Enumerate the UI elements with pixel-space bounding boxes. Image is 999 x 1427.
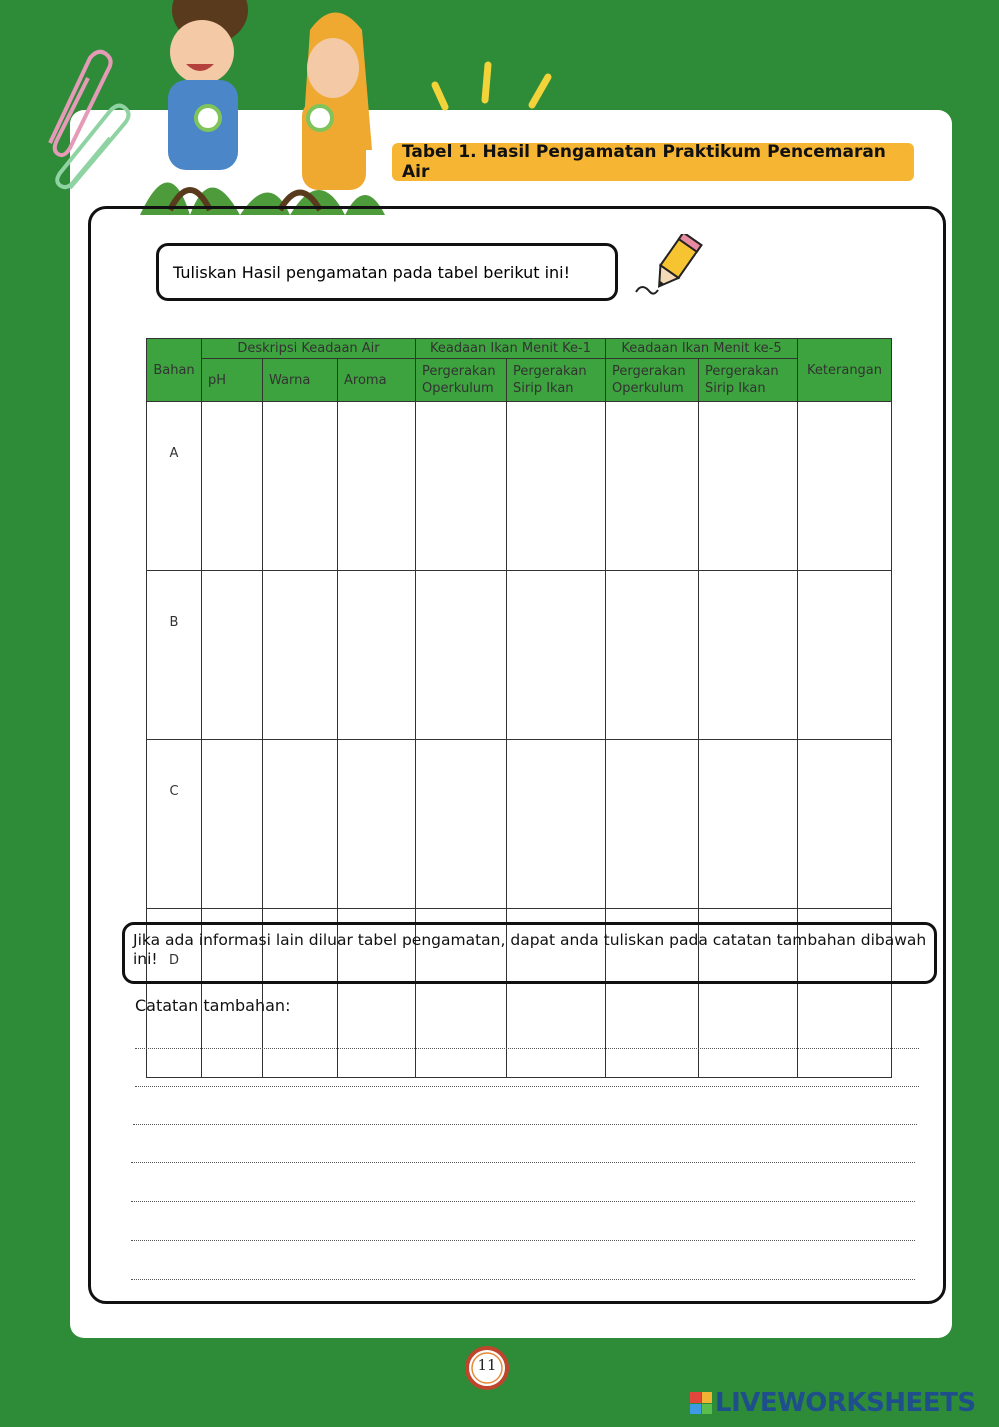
writing-line[interactable] bbox=[131, 1279, 915, 1280]
writing-line[interactable] bbox=[135, 1086, 919, 1087]
row-label: B bbox=[147, 571, 202, 740]
table-row bbox=[147, 402, 892, 571]
answer-cell[interactable] bbox=[699, 402, 798, 571]
page-number-badge bbox=[462, 1342, 512, 1392]
header-ph: pH bbox=[202, 359, 263, 402]
header-pergerakan-sirip-ikan-1: Pergerakan Sirip Ikan bbox=[507, 359, 606, 402]
answer-cell[interactable] bbox=[798, 402, 892, 571]
header-pergerakan-sirip-ikan-5: Pergerakan Sirip Ikan bbox=[699, 359, 798, 402]
header-keadaan-ikan-menit-5: Keadaan Ikan Menit ke-5 bbox=[606, 339, 798, 359]
answer-cell[interactable] bbox=[263, 571, 338, 740]
answer-cell[interactable] bbox=[798, 571, 892, 740]
answer-cell[interactable] bbox=[338, 740, 416, 909]
answer-cell[interactable] bbox=[507, 571, 606, 740]
answer-cell[interactable] bbox=[507, 402, 606, 571]
sun-rays-icon bbox=[420, 55, 560, 115]
answer-cell[interactable] bbox=[263, 402, 338, 571]
answer-cell[interactable] bbox=[202, 571, 263, 740]
answer-cell[interactable] bbox=[606, 402, 699, 571]
header-keadaan-ikan-menit-1: Keadaan Ikan Menit Ke-1 bbox=[416, 339, 606, 359]
answer-cell[interactable] bbox=[416, 402, 507, 571]
header-keterangan: Keterangan bbox=[798, 339, 892, 402]
writing-line[interactable] bbox=[135, 1048, 919, 1049]
instruction-box: Tuliskan Hasil pengamatan pada tabel berikut ini! bbox=[156, 243, 618, 301]
answer-cell[interactable] bbox=[202, 740, 263, 909]
answer-cell[interactable] bbox=[798, 740, 892, 909]
liveworksheets-logo-icon bbox=[690, 1392, 712, 1414]
header-warna: Warna bbox=[263, 359, 338, 402]
paperclip-icon bbox=[30, 48, 140, 198]
header-deskripsi-keadaan-air: Deskripsi Keadaan Air bbox=[202, 339, 416, 359]
page-number: 11 bbox=[477, 1356, 497, 1374]
row-label: D bbox=[147, 909, 202, 1078]
writing-line[interactable] bbox=[131, 1240, 915, 1241]
answer-cell[interactable] bbox=[507, 740, 606, 909]
table-row bbox=[147, 571, 892, 740]
answer-cell[interactable] bbox=[699, 740, 798, 909]
answer-cell[interactable] bbox=[699, 571, 798, 740]
answer-cell[interactable] bbox=[338, 402, 416, 571]
answer-cell[interactable] bbox=[416, 571, 507, 740]
answer-cell[interactable] bbox=[416, 740, 507, 909]
answer-cell[interactable] bbox=[606, 571, 699, 740]
answer-cell[interactable] bbox=[338, 571, 416, 740]
children-illustration bbox=[130, 0, 390, 215]
writing-line[interactable] bbox=[131, 1201, 915, 1202]
row-label: A bbox=[147, 402, 202, 571]
answer-cell[interactable] bbox=[263, 740, 338, 909]
table-title: Tabel 1. Hasil Pengamatan Praktikum Pencemaran Air bbox=[392, 143, 914, 181]
header-pergerakan-operkulum-5: Pergerakan Operkulum bbox=[606, 359, 699, 402]
liveworksheets-brand bbox=[690, 1388, 976, 1418]
row-label: C bbox=[147, 740, 202, 909]
answer-cell[interactable] bbox=[606, 740, 699, 909]
writing-line[interactable] bbox=[133, 1124, 917, 1125]
writing-line[interactable] bbox=[131, 1162, 915, 1163]
header-aroma: Aroma bbox=[338, 359, 416, 402]
pencil-icon bbox=[632, 234, 708, 300]
table-row bbox=[147, 740, 892, 909]
answer-cell[interactable] bbox=[202, 402, 263, 571]
brand-name: LIVEWORKSHEETS bbox=[715, 1388, 976, 1418]
note-instruction-box: Jika ada informasi lain diluar tabel pengamatan, dapat anda tuliskan pada catatan tambahan dibawah ini! bbox=[122, 922, 937, 984]
header-pergerakan-operkulum-1: Pergerakan Operkulum bbox=[416, 359, 507, 402]
header-bahan: Bahan bbox=[147, 339, 202, 402]
catatan-label: Catatan tambahan: bbox=[135, 996, 291, 1015]
